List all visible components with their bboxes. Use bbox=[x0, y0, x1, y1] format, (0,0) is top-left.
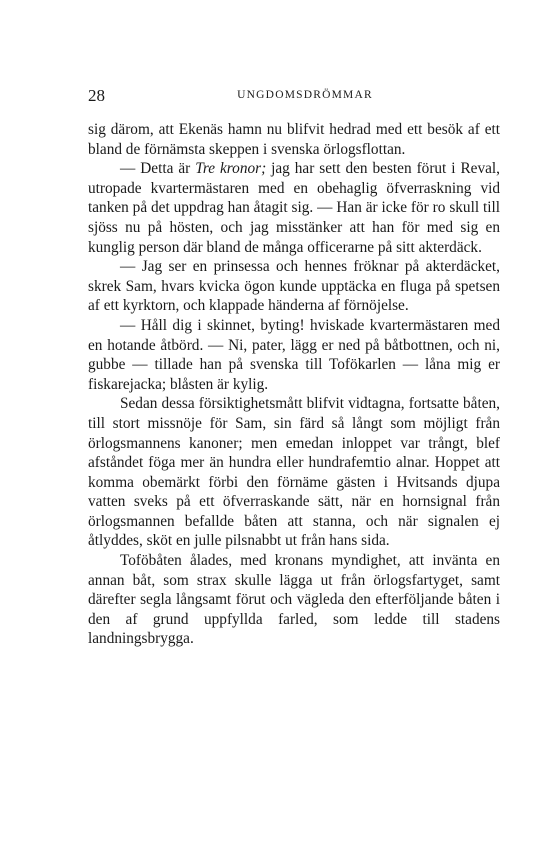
text-run: jag har sett den besten förut i Reval, utropade kvartermästaren med en obehaglig öfverraskning vid tanken på det uppdrag han åtagit sig. — Han är icke för ro skull till sjöss nu på hösten, och jag misstänker att han för med sig en kunglig person där bland de många officerarne på sitt akterdäck. bbox=[88, 160, 500, 256]
text-run: — Detta är bbox=[120, 160, 196, 178]
body-text bbox=[88, 120, 500, 649]
page-number: 28 bbox=[88, 86, 105, 105]
paragraph bbox=[88, 159, 500, 257]
running-head bbox=[88, 86, 500, 108]
paragraph: sig därom, att Ekenäs hamn nu blifvit hedrad med ett besök af ett bland de förnämsta skeppen i svenska örlogsflottan. bbox=[88, 121, 500, 158]
running-title: UNGDOMSDRÖMMAR bbox=[237, 89, 373, 101]
paragraph: — Jag ser en prinsessa och hennes fröknar på akterdäcket, skrek Sam, hvars kvicka ögon kunde upptäcka en fluga på spetsen af ett kyrktorn, och klappade händerna af förnöjelse. bbox=[88, 258, 500, 315]
paragraph: — Håll dig i skinnet, byting! hviskade kvartermästaren med en hotande åtbörd. — Ni, pater, lägg er ned på båtbottnen, och ni, gubbe — tillade han på svenska till Tofökarlen — låna mig er fiskarejacka; blåsten är kylig. bbox=[88, 316, 500, 393]
paragraph: Sedan dessa försiktighetsmått blifvit vidtagna, fortsatte båten, till stort missnöje för Sam, sin färd så långt som möjligt från örlogsmannens kanoner; men emedan inloppet var trångt, blef afståndet föga mer än hundra eller hundrafemtio alnar. Hoppet att komma obemärkt förbi den förnäme gästen i Hvitsands djupa vatten sveks på ett öfverraskande sätt, när en hornsignal från örlogsmannen befallde båten att stanna, och när signalen ej åtlyddes, sköt en julle pilsnabbt ut från hans sida. bbox=[88, 395, 500, 550]
paragraph: Toföbåten ålades, med kronans myndighet, att invänta en annan båt, som strax skulle lägga ut från örlogsfartyget, samt därefter segla långsamt förut och vägleda den efterföljande båten i den af grund uppfyllda farled, som ledde till stadens landningsbrygga. bbox=[88, 552, 500, 648]
ship-name: Tre kronor; bbox=[195, 160, 267, 178]
book-page bbox=[88, 86, 500, 649]
